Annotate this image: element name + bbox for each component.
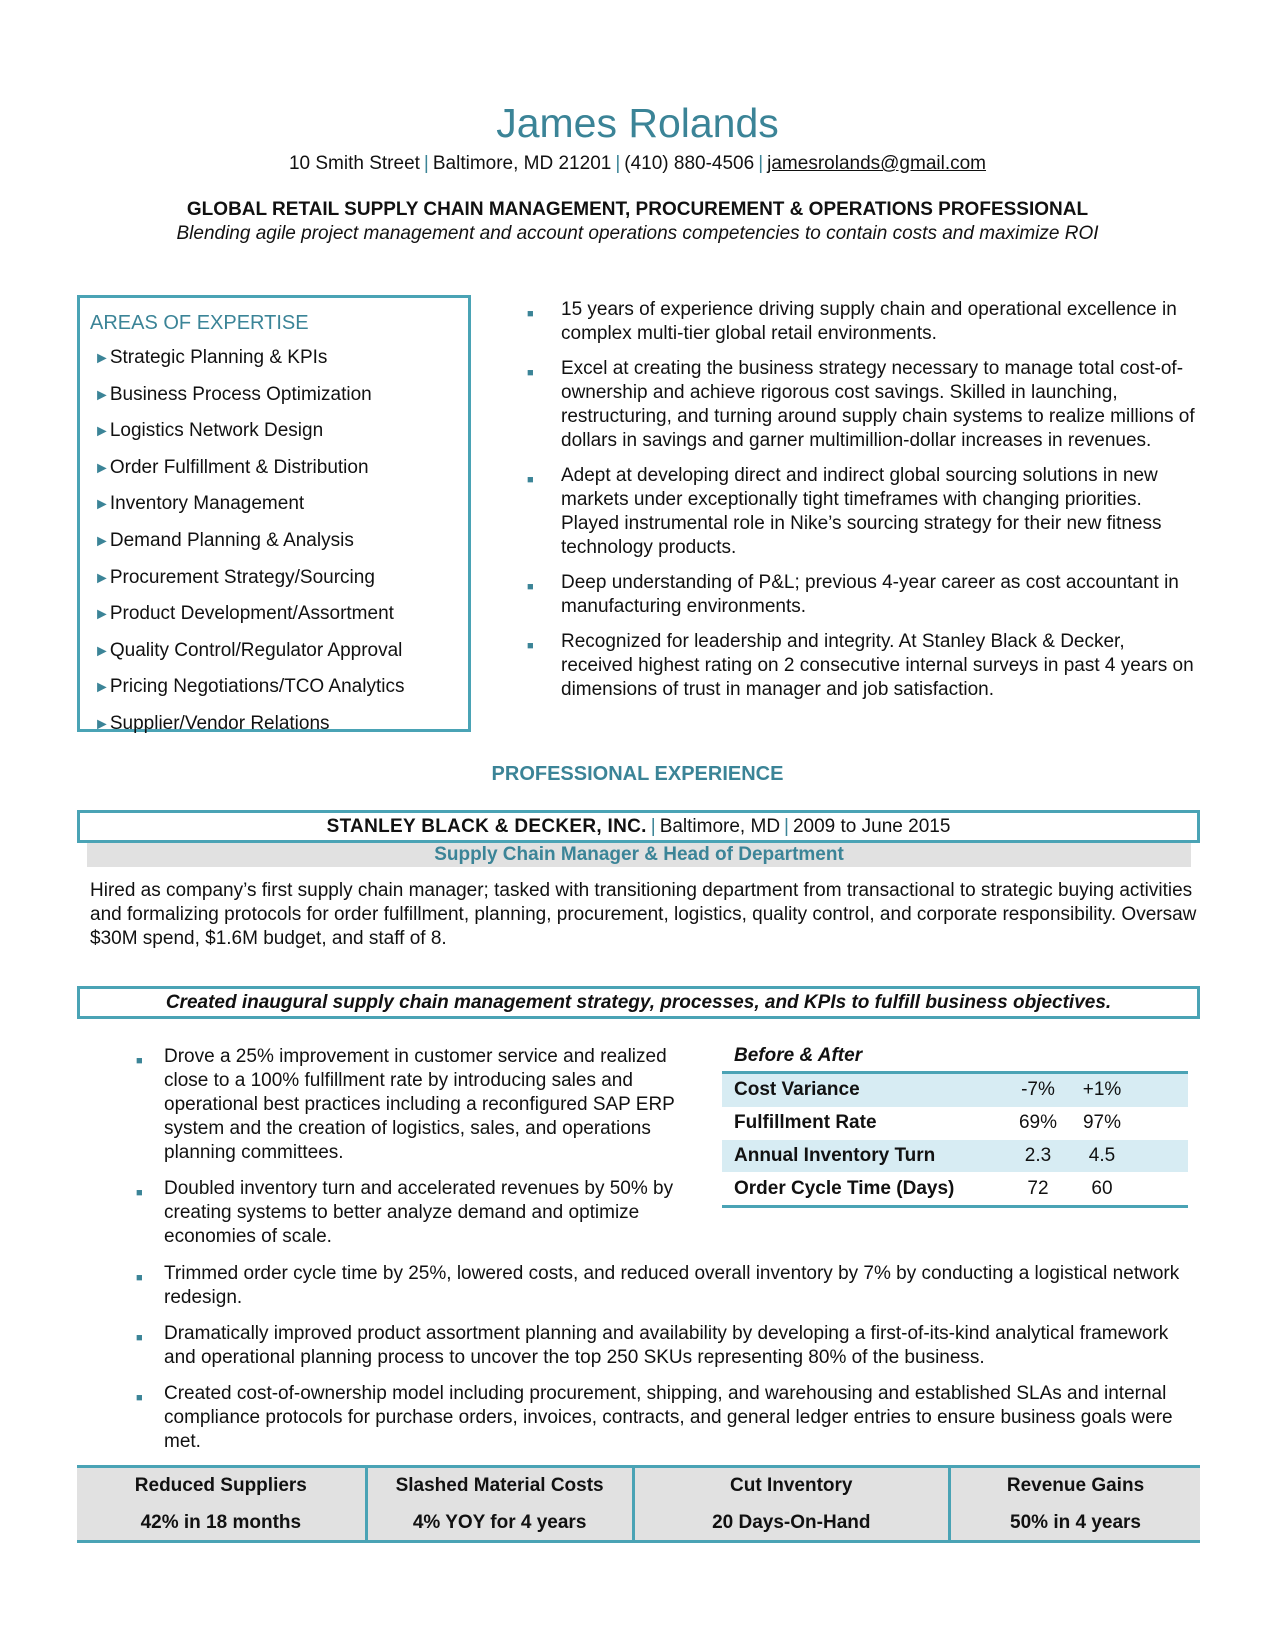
triangle-right-icon: ► <box>94 532 110 550</box>
expertise-item: ►Product Development/Assortment <box>94 603 394 625</box>
separator: | <box>615 153 621 174</box>
expertise-item: ►Strategic Planning & KPIs <box>94 347 328 368</box>
before-value: -7% <box>1004 1073 1072 1107</box>
triangle-right-icon: ► <box>94 386 110 404</box>
summary-item: ■ Recognized for leadership and integrity. At Stanley Black & Decker, received highest rating on 2 consecutive internal surveys in past 4 years on dimensions of trust in manager and job satisfaction. <box>527 631 1194 700</box>
job-dates: 2009 to June 2015 <box>792 816 951 837</box>
expertise-list <box>94 346 404 749</box>
triangle-right-icon: ► <box>94 606 110 624</box>
square-bullet-icon: ■ <box>527 367 534 379</box>
square-bullet-icon: ■ <box>527 640 534 652</box>
address: 10 Smith Street <box>288 153 420 174</box>
separator: | <box>784 816 789 837</box>
after-value: 4.5 <box>1072 1140 1132 1173</box>
achievement-item: ■ Trimmed order cycle time by 25%, lowered costs, and reduced overall inventory by 7% by conducting a logistical network redesign. <box>136 1263 1180 1308</box>
achievement-list <box>128 1262 1200 1466</box>
achievement-item: ■ Dramatically improved product assortment planning and availability by developing a first-of-its-kind analytical framework and operational planning process to uncover the top 250 SKUs representing 80% of the business. <box>136 1323 1169 1368</box>
contact-line <box>0 153 1275 175</box>
separator: | <box>423 153 429 174</box>
summary-item: ■ Adept at developing direct and indirect global sourcing solutions in new markets under exceptionally tight timeframes with changing priorities. Played instrumental role in Nike’s sourcing strategy for their new fitness technology products. <box>527 465 1162 558</box>
professional-tagline: Blending agile project management and account operations competencies to contain costs and maximize ROI <box>176 223 1099 244</box>
expertise-item: ►Order Fulfillment & Distribution <box>94 456 369 478</box>
triangle-right-icon: ► <box>94 459 110 477</box>
expertise-item: ►Procurement Strategy/Sourcing <box>94 566 375 588</box>
summary-item: ■ Deep understanding of P&L; previous 4-year career as cost accountant in manufacturing environments. <box>527 572 1179 617</box>
triangle-right-icon: ► <box>94 496 110 514</box>
result-label: Cut Inventory <box>730 1474 853 1496</box>
after-value: 60 <box>1072 1172 1132 1206</box>
triangle-right-icon: ► <box>94 715 110 733</box>
expertise-item: ►Quality Control/Regulator Approval <box>94 639 403 661</box>
job-overview: Hired as company’s first supply chain manager; tasked with transitioning department from transactional to strategic buying activities and formalizing protocols for order fulfillment, planning, procurement, logistics, quality control, and corporate responsibility. Oversaw $30M spend, $1.6M budget, and staff of 8. <box>90 880 1197 949</box>
candidate-name: James Rolands <box>496 100 779 146</box>
square-bullet-icon: ■ <box>136 1272 143 1284</box>
job-title: Supply Chain Manager & Head of Department <box>87 843 1191 867</box>
result-value: 50% in 4 years <box>1010 1511 1141 1533</box>
expertise-title: AREAS OF EXPERTISE <box>90 312 309 334</box>
result-label: Revenue Gains <box>1006 1474 1145 1496</box>
professional-headline: GLOBAL RETAIL SUPPLY CHAIN MANAGEMENT, PROCUREMENT & OPERATIONS PROFESSIONAL <box>186 199 1089 220</box>
after-value: +1% <box>1072 1073 1132 1107</box>
metric-label: Order Cycle Time (Days) <box>722 1172 1004 1206</box>
metric-label: Annual Inventory Turn <box>722 1140 1004 1173</box>
phone: (410) 880-4506 <box>624 153 755 174</box>
separator: | <box>758 153 764 174</box>
job-location: Baltimore, MD <box>659 816 781 837</box>
square-bullet-icon: ■ <box>136 1055 143 1067</box>
before-value: 2.3 <box>1004 1140 1072 1173</box>
table-row <box>722 1140 1188 1173</box>
result-cell <box>365 1468 632 1540</box>
separator: | <box>650 816 656 837</box>
table-row <box>722 1107 1188 1140</box>
company-name: STANLEY BLACK & DECKER, INC. <box>326 816 647 837</box>
result-label: Reduced Suppliers <box>134 1474 307 1496</box>
table-row <box>722 1073 1188 1107</box>
achievement-item: ■ Doubled inventory turn and accelerated revenues by 50% by creating systems to better analyze demand and optimize economies of scale. <box>136 1178 674 1247</box>
result-label: Slashed Material Costs <box>395 1474 604 1496</box>
square-bullet-icon: ■ <box>136 1187 143 1199</box>
square-bullet-icon: ■ <box>527 581 534 593</box>
square-bullet-icon: ■ <box>136 1332 143 1344</box>
achievement-item: ■ Created cost-of-ownership model including procurement, shipping, and warehousing and established SLAs and internal compliance protocols for purchase orders, invoices, contracts, and general ledger entries to ensure business goals were met. <box>136 1383 1173 1452</box>
triangle-right-icon: ► <box>94 679 110 697</box>
expertise-item: ►Inventory Management <box>94 493 305 515</box>
achievement-item: ■ Drove a 25% improvement in customer service and realized close to a 100% fulfillment rate by introducing sales and operational best practices including a reconfigured SAP ERP system and the creation of logistics, sales, and operations planning committees. <box>136 1046 675 1163</box>
triangle-right-icon: ► <box>94 569 110 587</box>
before-after-title: Before & After <box>734 1045 863 1066</box>
result-value: 20 Days-On-Hand <box>712 1511 871 1533</box>
expertise-item: ►Logistics Network Design <box>94 420 324 442</box>
metric-label: Cost Variance <box>722 1073 1004 1107</box>
expertise-item: ►Demand Planning & Analysis <box>94 529 354 551</box>
section-title-experience: PROFESSIONAL EXPERIENCE <box>491 763 784 785</box>
expertise-item: ►Business Process Optimization <box>94 383 372 405</box>
triangle-right-icon: ► <box>94 423 110 441</box>
triangle-right-icon: ► <box>94 350 110 367</box>
city: Baltimore, MD 21201 <box>432 153 612 174</box>
email-link[interactable]: jamesrolands@gmail.com <box>767 153 987 174</box>
summary-item: ■ Excel at creating the business strategy necessary to manage total cost-of-ownership and achieve rigorous cost savings. Skilled in launching, restructuring, and turning around supply chain systems to realize millions of dollars in savings and garner multimillion-dollar increases in revenues. <box>527 358 1195 451</box>
expertise-item: ►Pricing Negotiations/TCO Analytics <box>94 676 405 698</box>
result-value: 42% in 18 months <box>140 1511 302 1533</box>
summary-item: ■ 15 years of experience driving supply chain and operational excellence in complex multi-tier global retail environments. <box>527 299 1177 344</box>
square-bullet-icon: ■ <box>527 308 534 320</box>
expertise-box <box>77 295 471 732</box>
square-bullet-icon: ■ <box>136 1392 143 1404</box>
after-value: 97% <box>1082 1112 1122 1134</box>
table-row <box>722 1172 1188 1206</box>
before-after-table <box>722 1071 1188 1208</box>
result-value: 4% YOY for 4 years <box>412 1511 587 1533</box>
expertise-item: ►Supplier/Vendor Relations <box>94 712 330 734</box>
achievement-list <box>128 1045 708 1261</box>
before-value: 72 <box>1004 1172 1072 1206</box>
square-bullet-icon: ■ <box>527 474 534 486</box>
metric-label: Fulfillment Rate <box>734 1112 877 1134</box>
result-cell <box>77 1468 365 1540</box>
achievement-headline: Created inaugural supply chain management strategy, processes, and KPIs to fulfill business objectives. <box>77 986 1200 1019</box>
summary-list <box>520 298 1200 713</box>
result-cell <box>632 1468 948 1540</box>
triangle-right-icon: ► <box>94 642 110 660</box>
employer-header <box>77 810 1200 843</box>
before-value: 69% <box>1018 1112 1058 1134</box>
result-cell <box>948 1468 1200 1540</box>
results-bar <box>77 1465 1200 1543</box>
